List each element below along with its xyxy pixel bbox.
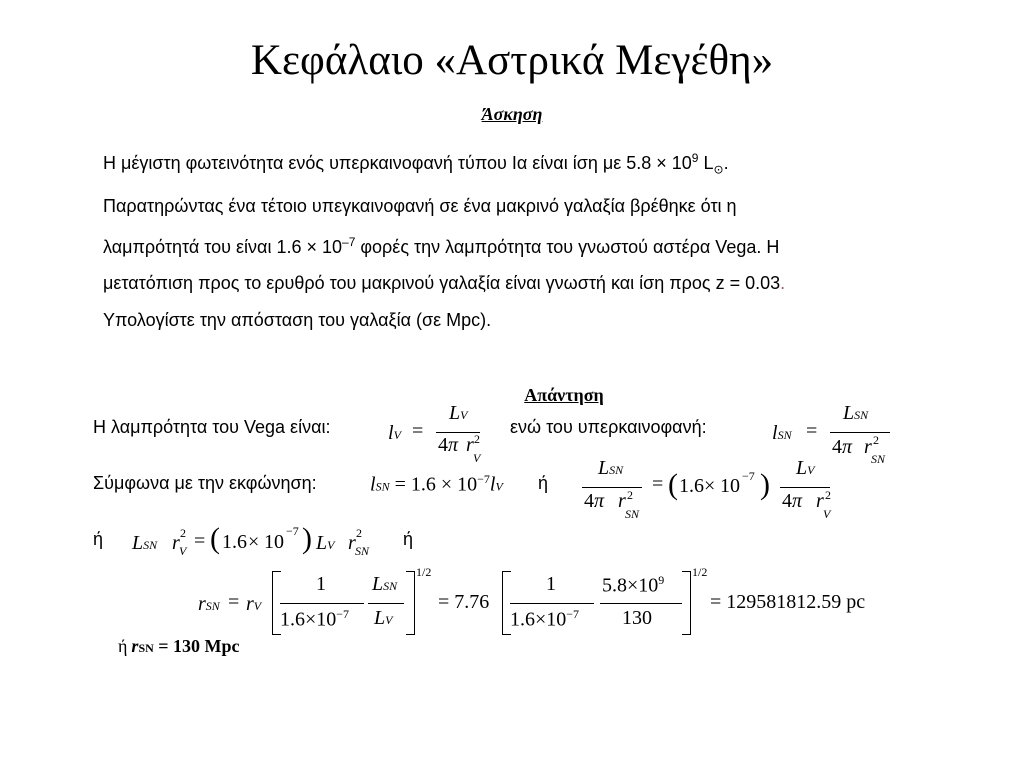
slide-title: Κεφάλαιο «Αστρικά Μεγέθη»	[250, 37, 774, 84]
answer-heading: Απάντηση	[524, 385, 604, 405]
supernova-brightness-formula: lSN = LSN 4π r 2 SN	[770, 402, 900, 472]
problem-line-1: Η μέγιστη φωτεινότητα ενός υπερκαινοφανή τύπου Ια είναι ίση με $5.8 \times 10^9$ $L_⊙$.	[103, 151, 729, 177]
according-label: Σύμφωνα με την εκφώνηση:	[93, 473, 317, 493]
problem-line-3: λαμπρότητά του είναι $1.6 \times 10^{-7}$ φορές την λαμπρότητα του γνωστού αστέρα Vega. Η	[103, 235, 780, 258]
vega-label: Η λαμπρότητα του Vega είναι:	[93, 417, 331, 437]
or-text-1: ή	[538, 473, 549, 493]
product-equation: LSN r 2 V = ( 1.6 × 10 −7 ) LV r 2 SN	[132, 522, 370, 558]
relation-formula: lSN = $1.6 \times 10^{-7}lV$	[370, 472, 503, 496]
problem-line-2: Παρατηρώντας ένα τέτοιο υπεγκαινοφανή σε ένα μακρινό γαλαξία βρέθηκε ότι η	[103, 195, 737, 216]
vega-brightness-formula: lV = LV 4π r 2 V	[388, 402, 481, 465]
or-text-3: ή	[403, 529, 414, 549]
ratio-equation: LSN 4π r 2 SN = ( 1.6 × 10 −7 ) LV 4π r 2 V	[584, 457, 831, 521]
problem-statement	[103, 140, 923, 338]
distance-equation: rSN = rV 1 $1.6\times 10^{-7}$ LSN LV 1/2 = 7.76 1 $1.6\times 10^{-7}$ $5.8\times 10^9$ 130 1/2 = 129581812.59 pc	[198, 565, 898, 640]
problem-line-5: Υπολογίστε την απόσταση του γαλαξία (σε Mpc).	[103, 309, 492, 330]
final-result: ή rSN = 130 Mpc	[118, 636, 240, 656]
supernova-label: ενώ του υπερκαινοφανή:	[510, 417, 707, 437]
sun-symbol: ⊙	[713, 162, 724, 177]
problem-line-4: μετατόπιση προς το ερυθρό του μακρινού γαλαξία είναι γνωστή και ίση προς z = 0.03.	[103, 273, 786, 294]
exercise-heading: Άσκηση	[481, 104, 543, 124]
or-text-2: ή	[93, 529, 104, 549]
